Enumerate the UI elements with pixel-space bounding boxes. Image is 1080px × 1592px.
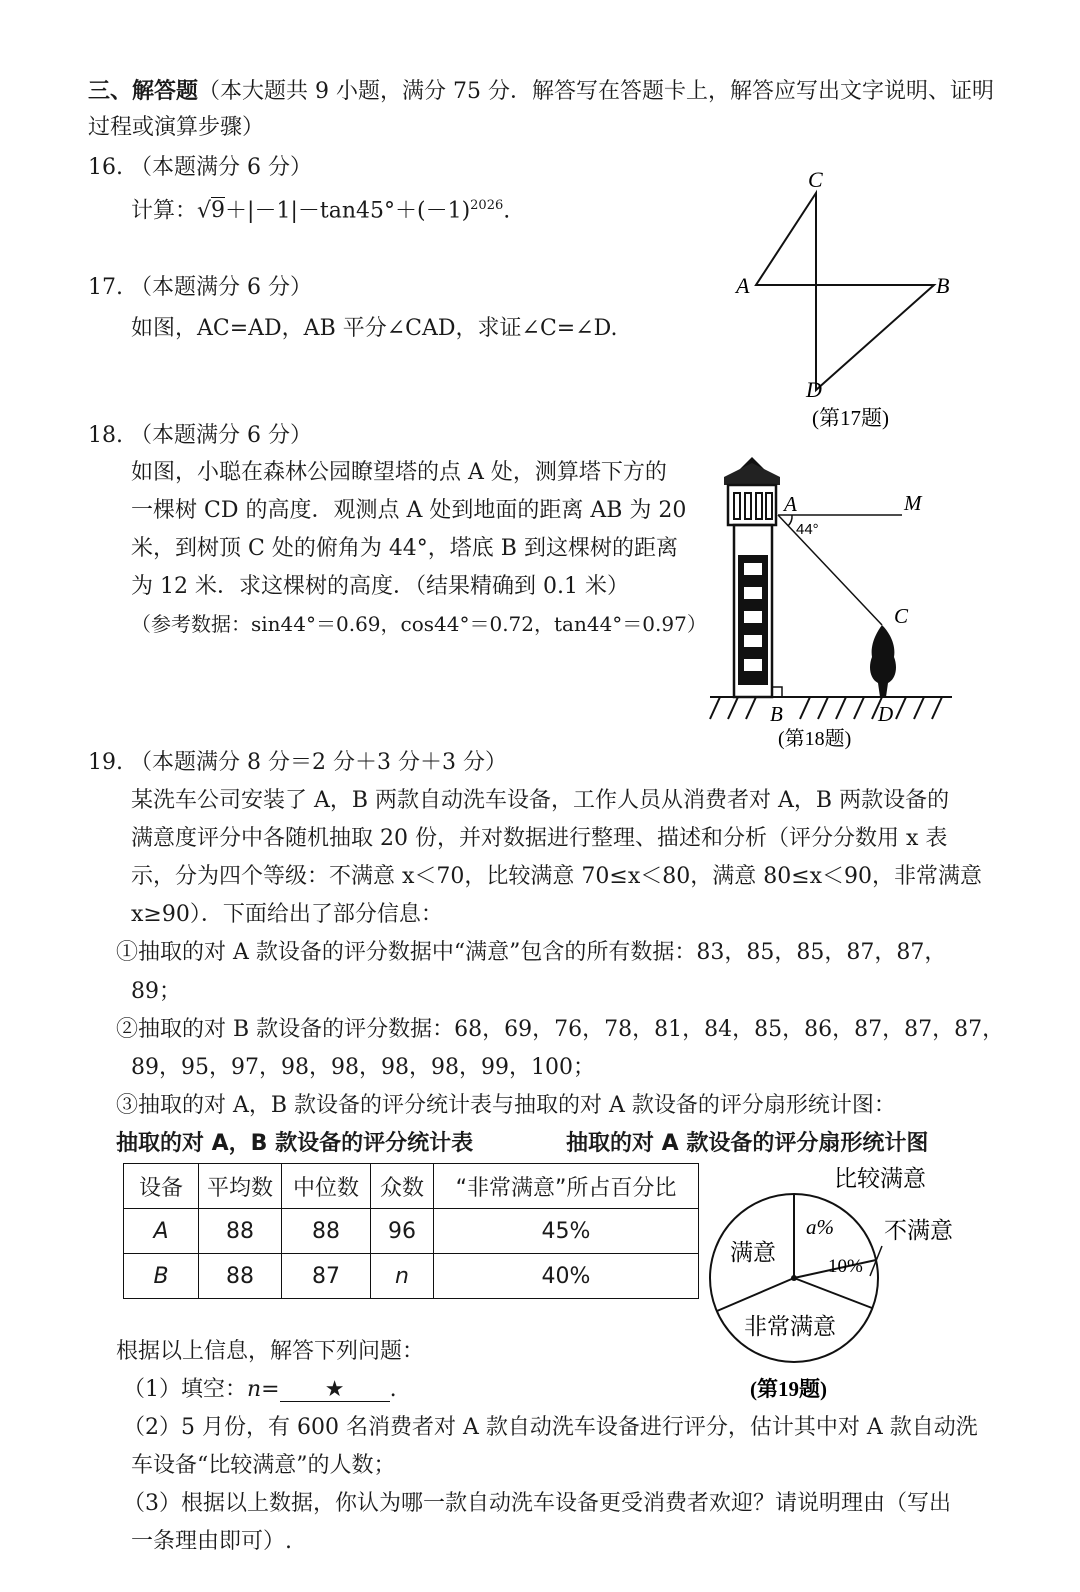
q19-score: （本题满分 8 分＝2 分＋3 分＋3 分） bbox=[130, 750, 507, 775]
q18-number: 18. bbox=[88, 423, 123, 448]
table-row bbox=[124, 1254, 699, 1299]
q19-info2-line-2: 89，95，97，98，98，98，98，99，100； bbox=[131, 1055, 595, 1080]
q19-info1-line-2: 89； bbox=[131, 979, 181, 1004]
q19-info1-line-1: ①抽取的对 A 款设备的评分数据中“满意”包含的所有数据：83，85，85，87，87， bbox=[116, 940, 947, 965]
part1-end: . bbox=[389, 1377, 397, 1402]
angle-label: 44° bbox=[796, 521, 819, 538]
q17-header bbox=[88, 277, 312, 299]
q16-rest: ＋|－1|－tan45°＋(－1) bbox=[225, 198, 471, 224]
pie-divider-left bbox=[717, 1278, 794, 1311]
figure-18 bbox=[700, 455, 980, 755]
tower-window bbox=[734, 493, 740, 519]
pie-label-feichang: 非常满意 bbox=[744, 1314, 836, 1340]
pie-divider-bottom bbox=[794, 1278, 872, 1308]
q16-expression bbox=[131, 199, 510, 222]
q19-intro-4: x≥90）．下面给出了部分信息： bbox=[131, 902, 443, 927]
q19-intro-2: 满意度评分中各随机抽取 20 份，并对数据进行整理、描述和分析（评分分数用 x 表 bbox=[131, 826, 948, 851]
pie-center bbox=[791, 1275, 797, 1281]
figure-17-caption: (第17题) bbox=[812, 406, 889, 430]
tower-slot bbox=[744, 635, 762, 647]
section-desc-1: （本大题共 9 小题，满分 75 分．解答写在答题卡上，解答应写出文字说明、证明 bbox=[198, 79, 994, 104]
part1-var: n bbox=[247, 1377, 262, 1402]
line-ac bbox=[778, 515, 882, 625]
table-cell: 88 bbox=[199, 1254, 282, 1299]
pie-chart bbox=[700, 1160, 980, 1420]
label-c: C bbox=[808, 167, 823, 192]
figure-18-caption: (第18题) bbox=[778, 728, 852, 750]
figure-17 bbox=[730, 165, 960, 435]
table-title: 抽取的对 A，B 款设备的评分统计表 bbox=[116, 1131, 474, 1156]
angle-arc bbox=[788, 515, 792, 526]
pie-label-10: 10% bbox=[828, 1256, 863, 1277]
q19-info3: ③抽取的对 A，B 款设备的评分统计表与抽取的对 A 款设备的评分扇形统计图： bbox=[116, 1093, 896, 1118]
table-header: 中位数 bbox=[282, 1164, 371, 1209]
pie-title: 抽取的对 A 款设备的评分扇形统计图 bbox=[566, 1131, 929, 1156]
q19-part3-line-1: （3）根据以上数据，你认为哪一款自动洗车设备更受消费者欢迎？请说明理由（写出 bbox=[123, 1491, 951, 1516]
label-c: C bbox=[894, 604, 909, 628]
table-cell: 88 bbox=[199, 1209, 282, 1254]
q17-score: （本题满分 6 分） bbox=[130, 275, 312, 300]
q16-exponent: 2026 bbox=[470, 198, 504, 213]
tower-roof-base bbox=[724, 463, 780, 485]
q18-header bbox=[88, 425, 312, 447]
tower-slot bbox=[744, 611, 762, 623]
tower-window bbox=[745, 493, 751, 519]
q17-number: 17. bbox=[88, 275, 123, 300]
part1-eq: = bbox=[261, 1377, 280, 1402]
sqrt-icon: √ bbox=[197, 198, 212, 224]
table-cell: 96 bbox=[371, 1209, 434, 1254]
pie-label-a: a% bbox=[806, 1215, 834, 1239]
q19-part2-line-1: （2）5 月份，有 600 名消费者对 A 款自动洗车设备进行评分，估计其中对 A 款自动洗 bbox=[123, 1415, 978, 1440]
tower-slot bbox=[744, 659, 762, 671]
label-m: M bbox=[904, 491, 922, 515]
section-title: 三、解答题 bbox=[88, 78, 199, 104]
q16-score: （本题满分 6 分） bbox=[130, 155, 312, 180]
tower-window bbox=[756, 493, 762, 519]
table-cell: 88 bbox=[282, 1209, 371, 1254]
q18-line-4: 为 12 米．求这棵树的高度．（结果精确到 0.1 米） bbox=[131, 574, 629, 599]
tower-slot bbox=[744, 563, 762, 575]
label-a: A bbox=[784, 492, 797, 516]
section-header bbox=[88, 80, 994, 103]
q16-number: 16. bbox=[88, 155, 123, 180]
q18-line-5: （参考数据：sin44°＝0.69，cos44°＝0.72，tan44°＝0.97） bbox=[131, 612, 707, 636]
label-b: B bbox=[770, 702, 783, 726]
q19-info2-line-1: ②抽取的对 B 款设备的评分数据：68，69，76，78，81，84，85，86，87，87，87， bbox=[116, 1017, 1005, 1042]
pie-label-jiaoman: 比较满意 bbox=[834, 1166, 926, 1192]
label-d: D bbox=[878, 702, 894, 726]
q16-prefix: 计算： bbox=[131, 198, 198, 224]
table-header: “非常满意”所占百分比 bbox=[434, 1164, 699, 1209]
stats-table bbox=[123, 1163, 699, 1299]
label-a: A bbox=[736, 273, 750, 298]
part1-prefix: （1）填空： bbox=[123, 1377, 247, 1402]
q16-end: . bbox=[503, 198, 511, 224]
table-row bbox=[124, 1209, 699, 1254]
q18-line-3: 米，到树顶 C 处的俯角为 44°，塔底 B 到这棵树的距离 bbox=[131, 536, 678, 561]
q19-intro-1: 某洗车公司安装了 A，B 两款自动洗车设备，工作人员从消费者对 A，B 两款设备的 bbox=[131, 788, 950, 813]
tower-window bbox=[766, 493, 772, 519]
right-angle-mark bbox=[772, 687, 782, 697]
table-cell: A bbox=[124, 1209, 199, 1254]
q19-number: 19. bbox=[88, 750, 123, 775]
q18-line-2: 一棵树 CD 的高度．观测点 A 处到地面的距离 AB 为 20 bbox=[131, 498, 687, 523]
table-header: 设备 bbox=[124, 1164, 199, 1209]
q16-sqrt-arg: 9 bbox=[211, 198, 226, 224]
label-d: D bbox=[806, 377, 822, 402]
table-cell: n bbox=[371, 1254, 434, 1299]
q19-ask: 根据以上信息，解答下列问题： bbox=[116, 1339, 425, 1364]
table-header: 众数 bbox=[371, 1164, 434, 1209]
tree-icon bbox=[870, 625, 896, 697]
section-desc-2: 过程或演算步骤） bbox=[88, 115, 265, 140]
q19-header bbox=[88, 752, 507, 774]
pie-label-manyi: 满意 bbox=[730, 1240, 776, 1266]
q19-intro-3: 示，分为四个等级：不满意 x＜70，比较满意 70≤x＜80，满意 80≤x＜90，非常满意 bbox=[131, 864, 983, 889]
q17-text: 如图，AC=AD，AB 平分∠CAD，求证∠C=∠D. bbox=[131, 316, 618, 341]
q16-header bbox=[88, 157, 312, 179]
table-cell: 40% bbox=[434, 1254, 699, 1299]
q19-part2-line-2: 车设备“比较满意”的人数； bbox=[131, 1453, 396, 1478]
kite-shape bbox=[756, 193, 934, 390]
q18-score: （本题满分 6 分） bbox=[130, 423, 312, 448]
pie-label-bumanyi: 不满意 bbox=[884, 1218, 953, 1244]
table-cell: 87 bbox=[282, 1254, 371, 1299]
q18-line-1: 如图，小聪在森林公园瞭望塔的点 A 处，测算塔下方的 bbox=[131, 460, 667, 485]
table-header: 平均数 bbox=[199, 1164, 282, 1209]
ground-hatch bbox=[710, 697, 942, 719]
table-cell: B bbox=[124, 1254, 199, 1299]
label-b: B bbox=[936, 273, 950, 298]
answer-blank[interactable]: ★ bbox=[280, 1379, 390, 1402]
q19-part3-line-2: 一条理由即可）. bbox=[131, 1529, 292, 1554]
table-header-row bbox=[124, 1164, 699, 1209]
q19-part1 bbox=[123, 1379, 397, 1402]
table-cell: 45% bbox=[434, 1209, 699, 1254]
figure-19-caption: (第19题) bbox=[750, 1377, 827, 1401]
tower-slot bbox=[744, 587, 762, 599]
